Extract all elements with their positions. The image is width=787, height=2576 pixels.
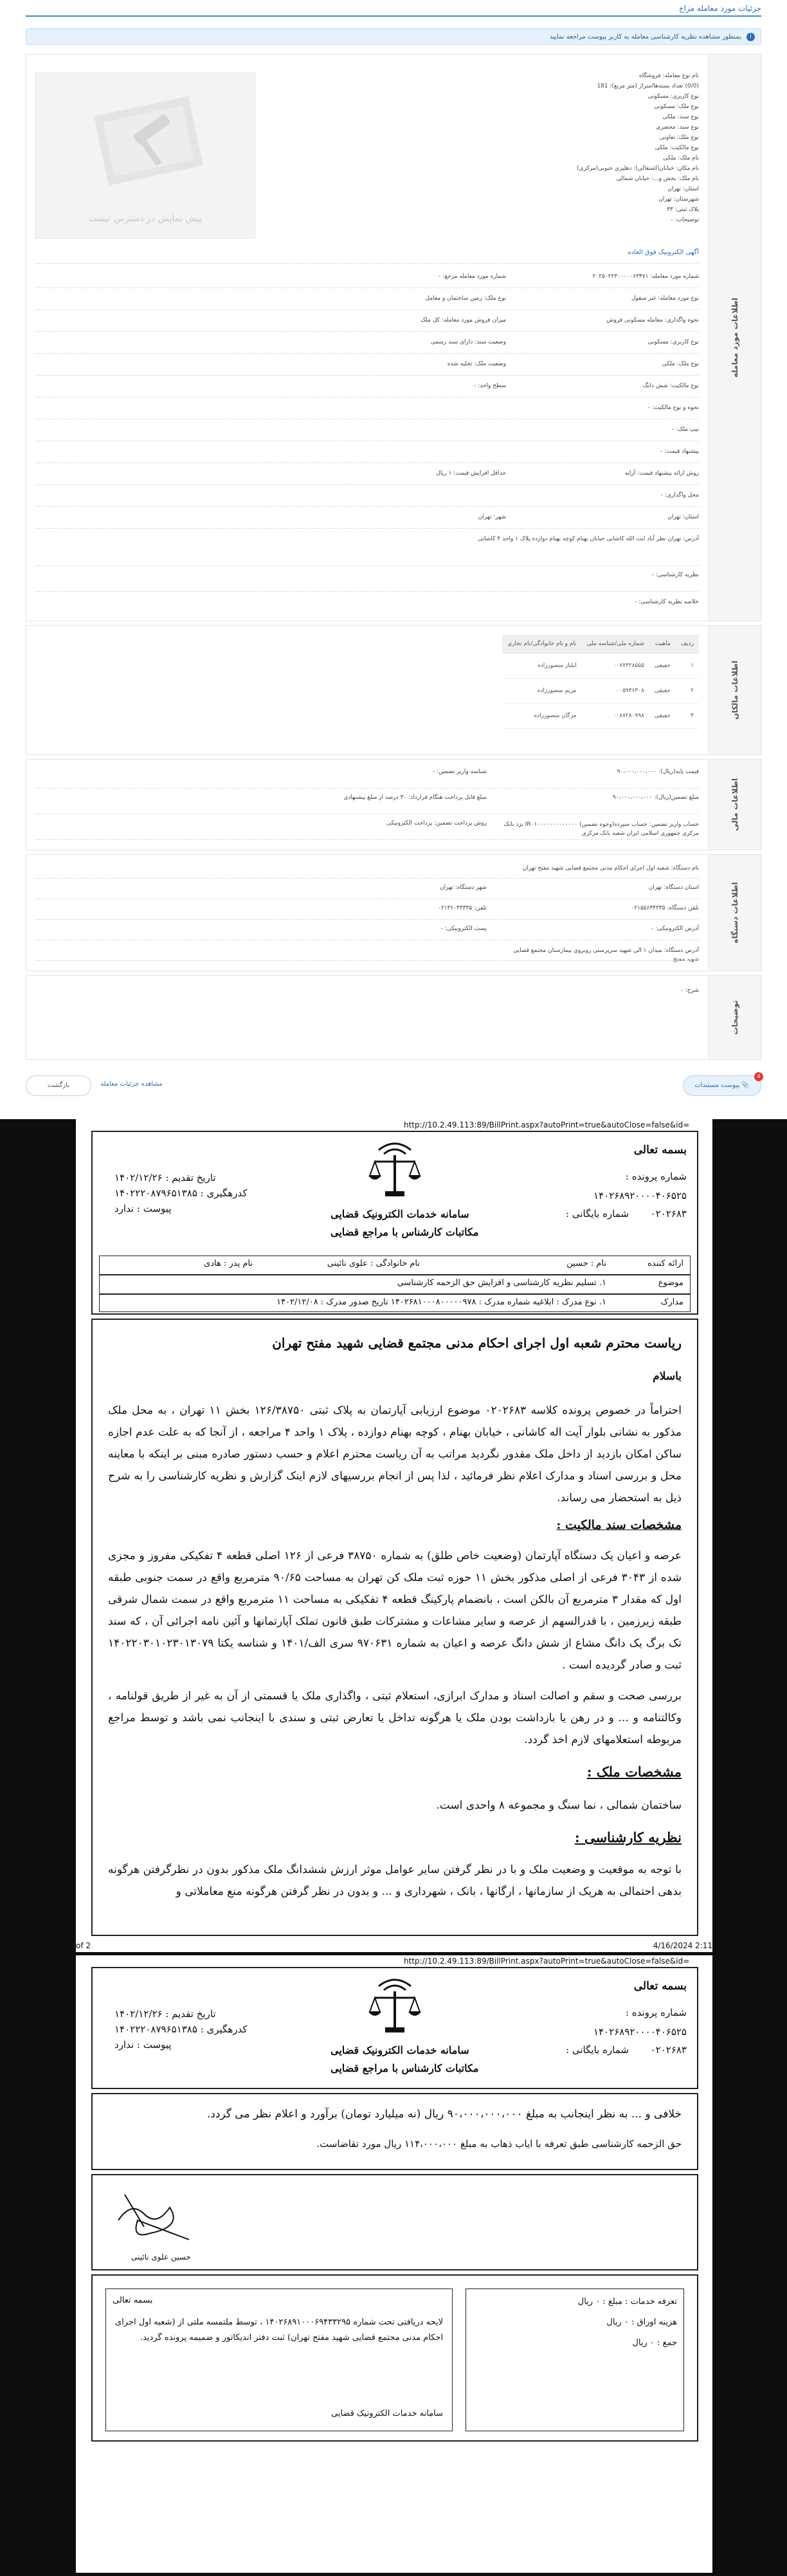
finance-section	[26, 759, 761, 850]
bismillah-2: بسمه تعالی	[633, 1980, 687, 1993]
property-line: نام مکان: خیابان(اشتغالی): دهلیزی جنوبی(مرکزی)	[577, 165, 699, 172]
deal-field: میزان فروش مورد معامله: کل ملک	[421, 317, 506, 324]
case-no: ۱۴۰۲۶۸۹۲۰۰۰۰۴۰۶۵۲۵	[593, 1190, 687, 1201]
property-image-placeholder	[35, 73, 255, 239]
paragraph-valuation: خلافی و ... به نظر اینجانب به مبلغ ۹۰،۰۰۰،۰۰۰،۰۰۰ ریال (نه میلیارد تومان) برآورد و اعلام نظر می گردد.	[206, 2108, 682, 2121]
receipt-text: لایحه دریافتی تحت شماره ۱۴۰۲۶۸۹۱۰۰۰۶۹۴۳۳۲۹۵ ، توسط ملتمسه ملتی از (شعبه اول اجرای احکام مدنی مجتمع قضایی شهید مفتح تهران) ثبت دفتر اندیکاتور و ضمیمه پرونده گردید.	[115, 2317, 443, 2343]
deal-field: وضعیت ملک: تخلیه شده	[447, 361, 506, 367]
print-url-2: http://10.2.49.113:89/BillPrint.aspx?autoPrint=true&autoClose=false&id=	[404, 1957, 690, 1966]
property-line: نوع سند: ملکی	[662, 114, 699, 120]
title-divider	[26, 15, 761, 17]
table-row	[502, 704, 699, 729]
owners-section-label: اطلاعات مالکان	[709, 626, 761, 754]
letter-frame	[91, 1319, 698, 1936]
sender-row	[99, 1256, 691, 1275]
attachment-note: پیوست : ندارد	[114, 1203, 172, 1214]
view-details-link[interactable]: مشاهده جزئیات معامله	[100, 1081, 163, 1088]
deal-field: شهر: تهران	[478, 514, 506, 520]
paragraph-intro: احتراماً در خصوص پرونده کلاسه ۰۲۰۲۶۸۳ موضوع ارزیابی آپارتمان به پلاک ثبتی ۱۲۶/۳۸۷۵۰ بخش ۱۱ تهران ، به محل ملک مذکور به نشانی بلوار آیت اله کاشانی ، خیابان بهنام ، کوچه بهنام دوازده ، پلاک ۱ واحد ۴ مراجعه ، از آنجا که به علت عدم اجازه ساکن امکان بازدید از داخل ملک مقدور نگردید مراتب به آن ریاست محترم اعلام و حسب دستور صادره مبنی بر اینکه با معاینه محل و بررسی اسناد و مدارک اعلام نظر فرمائید ، لذا پس از انجام بررسیهای لازم اینک گزارش و نظریه کارشناسی را به شرح ذیل به استحضار می رساند.	[108, 1404, 682, 1504]
print-url: http://10.2.49.113:89/BillPrint.aspx?autoPrint=true&autoClose=false&id=	[404, 1120, 690, 1129]
property-line: توضیحات: -	[671, 217, 699, 223]
paragraph-disclaimer: بررسی صحت و سقم و اصالت اسناد و مدارک ابرازی، استعلام ثبتی ، واگذاری ملک یا قسمتی از آن به غیر از طریق قولنامه ، وکالتنامه و ... و در رهن یا بازداشت بودن ملک یا هرگونه تداخل یا تعارض ثبتی و سندی با اینجانب نمی باشد و توسط مراجع مربوطه استعلامهای لازم اخذ گردد.	[108, 1690, 682, 1746]
subject-row	[99, 1275, 691, 1294]
paragraph-ownership: عرصه و اعیان یک دستگاه آپارتمان (وضعیت خاص طلق) به شماره ۳۸۷۵۰ فرعی از ۱۲۶ اصلی قطعه ۴ تفکیکی مفروز و مجزی شده از ۳۰۴۳ فرعی از اصلی مذکور بخش ۱۱ حوزه ثبت ملک کن تهران به مساحت ۹۰/۶۵ مترمربع واقع در سمت جنوبی طبقه اول که مقدار ۳ مترمربع آن بالکن است ، بانضمام پارکینگ قطعه ۴ تفکیکی به مساحت ۱۱ مترمربع واقع در سمت شمال شرقی طبقه زیرزمین ، با قدرالسهم از عرصه و سایر مشاعات و مشترکات طبق قانون تملک آپارتمانها و آئین نامه اجرائی آن ، که سند تک برگ یک دانگ مشاع از شش دانگ عرصه و اعیان به شماره ۹۷۰۶۳۱ سری الف/۱۴۰۱ و شناسه یکتا ۱۴۰۲۲۰۳۰۱۰۲۳۰۱۳۰۷۹ ثبت و صادر گردیده است .	[108, 1549, 682, 1672]
signer-name: حسین علوی نائینی	[131, 2252, 191, 2261]
property-line: نوع سند: محضری	[656, 124, 699, 131]
owners-cell: ۰۰۵۹۴۶۳۰۸	[582, 679, 649, 704]
heading-ownership: مشخصات سند مالکیت :	[556, 1518, 682, 1532]
paragraph-expert: با توجه به موقعیت و وضعیت ملک و با در نظر گرفتن سایر عوامل موثر ارزش ششدانگ ملک مذکور بدون در نظرگرفتن هرگونه بدهی احتمالی به هریک از سازمانها ، ارگانها ، بانک ، شهرداری و ... و بدون در نظر گرفتن هرگونه منع معاملاتی و	[108, 1863, 682, 1898]
image-caption: پیش نمایش در دسترس نیست	[88, 214, 203, 224]
attachments-button[interactable]: 4 📎 پیوست مستندات	[683, 1075, 761, 1096]
sender-last: نام خانوادگی : علوی نائینی	[327, 1259, 420, 1268]
device-field: تلفن دستگاه: ۰۲۱۵۵۶۴۴۳۳۵	[631, 905, 699, 911]
finance-field: روش پرداخت تضمین: پرداخت الکترونیکی	[386, 820, 487, 827]
property-line: نوع ملک: مسکونی	[654, 104, 699, 110]
divider	[35, 263, 699, 264]
subject-label: موضوع	[658, 1278, 683, 1288]
tracking-code-2: کدرهگیری : ۱۴۰۲۲۲۰۸۷۹۶۵۱۳۸۵	[114, 2023, 248, 2035]
signature-frame	[91, 2174, 698, 2270]
sender-father: نام پدر : هادی	[204, 1259, 253, 1268]
bismillah: بسمه تعالی	[633, 1144, 687, 1156]
case-no-2: ۱۴۰۲۶۸۹۲۰۰۰۰۴۰۶۵۲۵	[593, 2026, 687, 2038]
deal-field: شماره مورد معامله: ۲۰۲۵۰۲۲۳۰۰۰۰۰۶۳۴۷۱	[592, 273, 699, 280]
property-line: نوع مالکیت: ملکی	[655, 145, 699, 151]
page-mark: of 2	[76, 1941, 91, 1950]
table-row	[502, 679, 699, 704]
justice-scale-icon	[366, 1136, 424, 1200]
finance-field: قیمت پایه(ریال): ۹۰،۰۰۰،۰۰۰،۰۰۰	[617, 769, 699, 775]
fee-pay: هزینه اوراق : ۰ ریال	[606, 2317, 677, 2327]
device-field: پست الکترونیکی: -	[440, 926, 487, 932]
property-line: پلاک ثبتی: ۴۳	[667, 206, 699, 213]
receipt-frame	[91, 2274, 698, 2442]
sender-first: نام : حسین	[566, 1259, 606, 1268]
owners-cell: مریم منصورزاده	[502, 679, 581, 704]
app-root	[0, 0, 787, 1119]
owners-cell: حقیقی	[649, 679, 676, 704]
deal-field: استان: تهران	[667, 514, 699, 520]
deal-field: نوع ملک: ملکی	[662, 361, 699, 367]
submit-date-2: تاریخ تقدیم : ۱۴۰۲/۱۲/۲۶	[114, 2008, 216, 2020]
owners-header: ردیف	[676, 635, 699, 653]
deal-field: محل واگذاری: -	[660, 492, 699, 498]
device-fields	[35, 855, 699, 971]
property-line: نوع کاربری: مسکونی	[647, 93, 699, 100]
signature-image	[105, 2182, 208, 2252]
device-section	[26, 854, 761, 971]
greeting: باسلام	[653, 1370, 682, 1383]
archive-label-2: شماره بایگانی :	[566, 2044, 629, 2056]
receipt-box	[105, 2288, 453, 2431]
receipt-title: بسمه تعالی	[113, 2296, 153, 2305]
back-button[interactable]: بازگشت	[26, 1075, 91, 1096]
property-line: نام ملک: بخش و...: خیابان شمالی	[616, 176, 699, 182]
property-line: نوع ملک: تعاونی	[659, 134, 699, 141]
action-bar	[26, 1073, 761, 1099]
info-alert	[26, 28, 761, 45]
deal-field: وضعیت سند: دارای سند رسمی	[430, 339, 506, 345]
finance-fields	[35, 760, 699, 850]
deal-field: پیشنهاد قیمت: -	[660, 448, 699, 455]
device-section-label: اطلاعات دستگاه	[709, 855, 761, 971]
archive-label: شماره بایگانی :	[566, 1208, 629, 1219]
docs-label: مدارک	[660, 1297, 683, 1307]
device-field: شهر دستگاه: تهران	[440, 884, 487, 891]
deal-field: نوع کاربری: مسکونی	[647, 339, 699, 345]
letter-heading: ریاست محترم شعبه اول اجرای احکام مدنی مجتمع قضایی شهید مفتح تهران	[272, 1335, 682, 1351]
owners-section	[26, 625, 761, 755]
document-page-1	[76, 1119, 712, 1952]
table-row	[502, 653, 699, 679]
expert-view: نظریه کارشناسی: -	[651, 572, 699, 578]
receipt-sign: سامانه خدمات الکترونیک قضایی	[331, 2409, 443, 2418]
docs-text: ۱. نوع مدرک : ابلاغیه شماره مدرک : ۱۴۰۲۶۸۱۰۰۰۸۰۰۰۰۰۹۷۸ تاریخ صدور مدرک : ۱۴۰۲/۱۲/۰۸	[276, 1297, 606, 1307]
owners-header: شماره ملی/شناسه ملی	[582, 635, 649, 653]
deal-section	[26, 54, 761, 621]
property-line: نام نوع معامله: فروشگاه	[638, 73, 699, 79]
owners-cell: ۳	[676, 704, 699, 729]
submit-date: تاریخ تقدیم : ۱۴۰۲/۱۲/۲۶	[114, 1172, 216, 1183]
finance-field: شناسه واریز تضمین: -	[433, 769, 487, 775]
page-title: جزئیات مورد معامله مزاج	[679, 4, 761, 13]
header-frame	[91, 1131, 698, 1315]
finance-section-label: اطلاعات مالی	[709, 760, 761, 850]
deal-body	[35, 55, 699, 621]
deal-field: تیپ ملک: -	[672, 426, 699, 433]
attachment-note-2: پیوست : ندارد	[114, 2039, 172, 2051]
org-name-1b: سامانه خدمات الکترونیک قضایی	[330, 2044, 469, 2056]
owners-cell: حقیقی	[649, 653, 676, 679]
heading-property: مشخصات ملک :	[586, 1764, 682, 1780]
device-field: تلفن: ۰۲۱۳۶۰۴۴۳۳۵	[438, 905, 487, 911]
owners-cell: ۲	[676, 679, 699, 704]
notes-section-label: توضیحات	[709, 976, 761, 1059]
finance-field: مبلغ تضمین(ریال): ۹۰،۰۰۰،۰۰۰،۰۰۰	[612, 794, 699, 801]
device-field: آدرس الکترونیکی: -	[651, 926, 699, 932]
finance-field: مبلغ قابل پرداخت هنگام قرارداد: ۳۰ درصد از مبلغ پیشنهادی	[343, 794, 487, 801]
deal-field: حداقل افزایش قیمت: ۱ ریال	[436, 470, 506, 477]
case-no-label-2: شماره پرونده :	[625, 2007, 687, 2018]
tracking-code: کدرهگیری : ۱۴۰۲۲۲۰۸۷۹۶۵۱۳۸۵	[114, 1187, 248, 1199]
device-field: استان دستگاه: تهران	[648, 884, 699, 891]
expert-notes: خلاصه نظریه کارشناسی: -	[635, 599, 699, 605]
owners-cell: حقیقی	[649, 704, 676, 729]
deal-field: نوع ملک: زمین ساختمان و معامل	[425, 295, 506, 302]
deal-field: شماره مورد معامله مرجع: -	[439, 273, 506, 280]
deal-field: نوع مورد معامله: غیر منقول	[631, 295, 699, 302]
deal-field: نوع مالکیت: شش دانگ	[642, 383, 699, 389]
case-no-label: شماره پرونده :	[625, 1171, 687, 1182]
owners-cell: مژگان منصورزاده	[502, 704, 581, 729]
justice-scale-icon-2	[366, 1972, 424, 2036]
deal-field: سطح واحد: -	[474, 383, 506, 389]
fee-total: تعرفه خدمات : مبلغ : ۰ ریال	[577, 2297, 677, 2307]
deal-field: نحوه و نوع مالکیت: -	[647, 405, 699, 411]
property-line: شهرستان: تهران	[658, 196, 699, 203]
docs-row	[99, 1294, 691, 1312]
owners-cell: ۱	[676, 653, 699, 679]
heading-expert: نظریه کارشناسی :	[574, 1829, 682, 1845]
paragraph-fee: حق الزحمه کارشناسی طبق تعرفه با ایاب ذهاب به مبلغ ۱۱۴،۰۰۰،۰۰۰ ریال مورد تقاضاست.	[316, 2138, 682, 2150]
notes-section	[26, 975, 761, 1060]
property-line: (0/0) تعداد بسته‌ها/متراژ (متر مربع): 181	[597, 83, 699, 89]
property-line: استان: تهران	[667, 186, 699, 192]
property-line: نام ملک: ملکی	[663, 155, 699, 161]
document-page-2	[76, 1955, 712, 2573]
owners-table	[502, 635, 699, 729]
archive-no: ۰۲۰۲۶۸۳	[650, 1208, 687, 1219]
subject-text: ۱. تسلیم نظریه کارشناسی و افزایش حق الزحمه کارشناسی	[397, 1278, 606, 1288]
owners-cell: ایلناز منصورزاده	[502, 653, 581, 679]
deal-field: نحوه واگذاری: معامله مسکونی فروش	[606, 317, 699, 324]
owners-cell: ۰۰۸۷۲۸۰۹۹۸	[582, 704, 649, 729]
finance-field: حساب واریز تضمین: حساب سپرده(وجوه تضمین) IR۰۱۰۰۰۰۰۰۰۰۰۰۰۰۰ نزد بانک مرکزی جمهوری اسلامی ایران شعبه بانک مرکزی	[503, 821, 699, 837]
attachments-badge: 4	[754, 1072, 763, 1081]
document-viewer[interactable]	[0, 1119, 787, 2576]
notes-text: شرح: -	[681, 987, 699, 994]
alert-text: بمنظور مشاهده نظریه کارشناسی معامله به کاربر پیوست مراجعه نمایید	[549, 33, 741, 41]
owners-cell: ۰۰۷۷۳۲۸۵۵۵	[582, 653, 649, 679]
owners-header: نام و نام خانوادگی/نام تجاری	[502, 635, 581, 653]
deal-section-label: اطلاعات مورد معامله	[709, 55, 761, 621]
device-field: آدرس دستگاه: میدان ۱ الی شهید سرپرستی روبروی بیمارستان مجتمع قضایی شهید مفتح	[513, 947, 699, 963]
conclusion-frame	[91, 2093, 698, 2170]
fee-sum: جمع : ۰ ریال	[632, 2338, 677, 2348]
sender-label: ارائه کننده	[647, 1259, 683, 1268]
info-icon: i	[746, 33, 755, 41]
org-name-2b: مکاتبات کارشناس با مراجع قضایی	[330, 2062, 479, 2074]
print-date: 4/16/2024 2:11	[653, 1941, 712, 1950]
archive-no-2: ۰۲۰۲۶۸۳	[650, 2044, 687, 2056]
header-frame-2	[91, 1967, 698, 2089]
org-name-1: سامانه خدمات الکترونیک قضایی	[330, 1208, 469, 1220]
deal-field: روش ارائه پیشنهاد قیمت: آرایه	[624, 470, 699, 477]
paragraph-property: ساختمان شمالی ، نما سنگ و مجموعه ۸ واحدی است.	[436, 1799, 682, 1812]
org-name-2: مکاتبات کارشناس با مراجع قضایی	[330, 1226, 479, 1238]
paperclip-icon: 📎	[739, 1082, 750, 1089]
ad-link[interactable]: آگهی الکترونیک فوق العاده	[628, 249, 699, 256]
owners-header: ماهیت	[649, 635, 676, 653]
device-field: نام دستگاه: شعبه اول اجرای احکام مدنی مجتمع قضایی شهید مفتح تهران	[522, 865, 699, 872]
deal-address: آدرس: تهران نظر آباد ایت الله کاشانی خیابان بهنام کوچه بهنام دوازده پلاک ۱ واحد ۴ کاشانی	[478, 536, 699, 542]
fee-box	[466, 2288, 684, 2431]
